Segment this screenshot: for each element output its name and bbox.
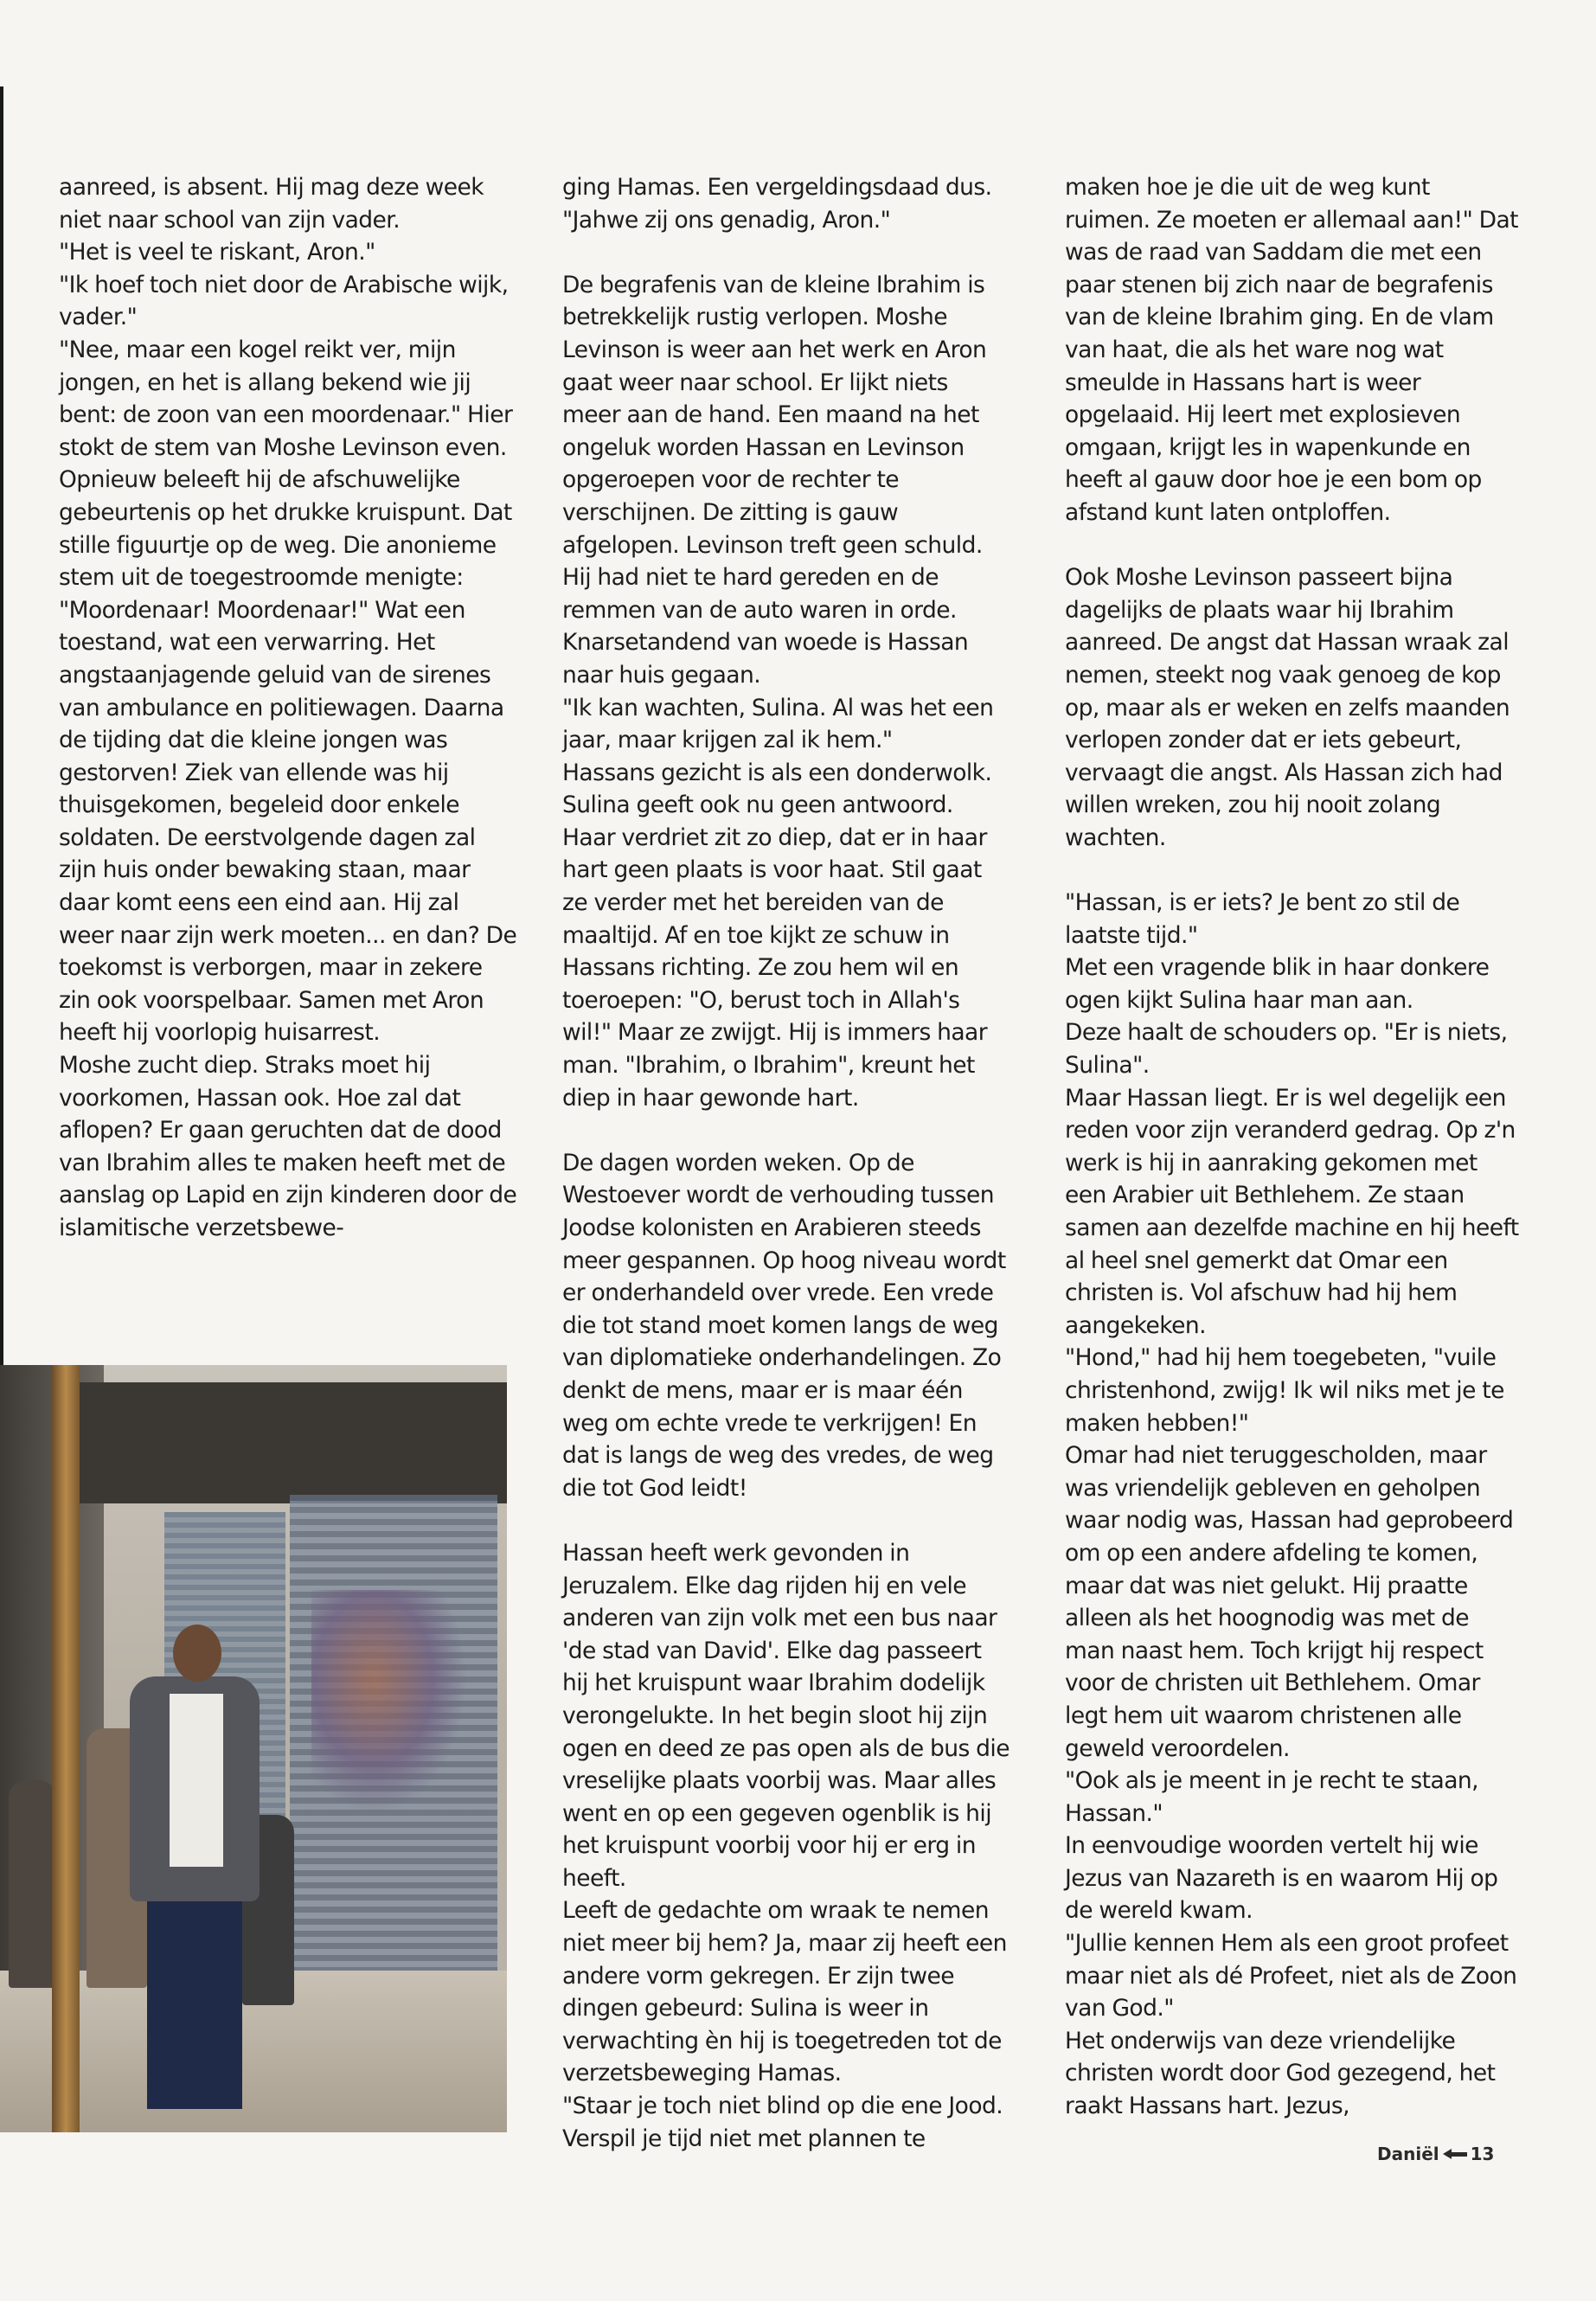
- paragraph: "Staar je toch niet blind op die ene Jood. Verspil je tijd niet met plannen te: [562, 2093, 1003, 2152]
- magazine-name: Daniël: [1377, 2144, 1439, 2164]
- paragraph: Moshe zucht diep. Straks moet hij voorkomen, Hassan ook. Hoe zal dat aflopen? Er gaan geruchten dat de dood van Ibrahim alles te maken heeft met de aanslag op Lapid en zijn kinderen door de islamitische verzetsbewe-: [59, 1052, 517, 1241]
- page-number: 13: [1470, 2144, 1495, 2164]
- paragraph: Met een vragende blik in haar donkere ogen kijkt Sulina haar man aan.: [1065, 954, 1490, 1014]
- page-footer: [1377, 2144, 1494, 2164]
- photo-man-shirt: [170, 1694, 223, 1867]
- photo-man-legs: [147, 1884, 242, 2109]
- photo-background-person: [9, 1780, 56, 1988]
- page-edge-bar: [0, 87, 3, 1367]
- paragraph: "Het is veel te riskant, Aron.": [59, 239, 375, 266]
- paragraph: Leeft de gedachte om wraak te nemen niet meer bij hem? Ja, maar zij heeft een andere vorm gekregen. Er zijn twee dingen gebeurd: Sulina is weer in verwachting èn hij is toegetreden tot de verzetsbeweging Hamas.: [562, 1897, 1007, 2087]
- paragraph: Omar had niet teruggescholden, maar was vriendelijk gebleven en geholpen waar nodig was, Hassan had geprobeerd om op een andere afdeling te komen, maar dat was niet gelukt. Hij praatte alleen als het hoognodig was met de man naast hem. Toch krijgt hij respect voor de christen uit Bethlehem. Omar legt hem uit waarom christenen alle geweld veroordelen.: [1065, 1442, 1514, 1762]
- paragraph: "Jullie kennen Hem als een groot profeet maar niet als dé Profeet, niet als de Zoon van God.": [1065, 1930, 1517, 2022]
- paragraph: "Ik hoef toch niet door de Arabische wijk, vader.": [59, 271, 509, 331]
- paragraph: Deze haalt de schouders op. "Er is niets, Sulina".: [1065, 1019, 1508, 1080]
- paragraph: "Nee, maar een kogel reikt ver, mijn jongen, en het is allang bekend wie jij bent: de zoon van een moordenaar." Hier stokt de stem van Moshe Levinson even.: [59, 336, 513, 461]
- paragraph: De dagen worden weken. Op de Westoever wordt de verhouding tussen Joodse kolonisten en Arabieren steeds meer gespannen. Op hoog niveau wordt er onderhandeld over vrede. Een vrede die tot stand moet komen langs de weg van diplomatieke onderhandelingen. Zo denkt de mens, maar er is maar één weg om echte vrede te verkrijgen! En dat is langs de weg des vredes, de weg die tot God leidt!: [562, 1149, 1006, 1502]
- paragraph: In eenvoudige woorden vertelt hij wie Jezus van Nazareth is en waarom Hij op de wereld kwam.: [1065, 1832, 1498, 1925]
- photo-graffiti: [311, 1590, 467, 1815]
- paragraph: Maar Hassan liegt. Er is wel degelijk een reden voor zijn veranderd gedrag. Op z'n werk is hij in aanraking gekomen met een Arabier uit Bethlehem. Ze staan samen aan dezelfde machine en hij heeft al heel snel gemerkt dat Omar een christen is. Vol afschuw had hij hem aangekeken.: [1065, 1084, 1519, 1339]
- paragraph: Opnieuw beleeft hij de afschuwelijke gebeurtenis op het drukke kruispunt. Dat stille figuurtje op de weg. Die anonieme stem uit de toegestroomde menigte: "Moordenaar! Moordenaar!" Wat een toestand, wat een verwarring. Het angstaanjagende geluid van de sirenes van ambulance en politiewagen. Daarna de tijding dat die kleine jongen was gestorven! Ziek van ellende was hij thuisgekomen, begeleid door enkele soldaten. De eerstvolgende dagen zal zijn huis onder bewaking staan, maar daar komt eens een eind aan. Hij zal weer naar zijn werk moeten... en dan? De toekomst is verborgen, maar in zekere zin ook voorspelbaar. Samen met Aron heeft hij voorlopig huisarrest.: [59, 466, 517, 1047]
- paragraph: De begrafenis van de kleine Ibrahim is betrekkelijk rustig verlopen. Moshe Levinson is weer aan het werk en Aron gaat weer naar school. Er lijkt niets meer aan de hand. Een maand na het ongeluk worden Hassan en Levinson opgeroepen voor de rechter te verschijnen. De zitting is gauw afgelopen. Levinson treft geen schuld. Hij had niet te hard gereden en de remmen van de auto waren in orde. Knarsetandend van woede is Hassan naar huis gegaan.: [562, 271, 987, 689]
- photo-arch: [69, 1382, 507, 1503]
- text-column-1: [59, 171, 519, 1245]
- paragraph: ging Hamas. Een vergeldingsdaad dus. "Jahwe zij ons genadig, Aron.": [562, 174, 992, 234]
- street-photo: [0, 1365, 507, 2132]
- paragraph: Ook Moshe Levinson passeert bijna dagelijks de plaats waar hij Ibrahim aanreed. De angst dat Hassan wraak zal nemen, steekt nog vaak genoeg de kop op, maar als er weken en zelfs maanden verlopen zonder dat er iets gebeurt, vervaagt die angst. Als Hassan zich had willen wreken, zou hij nooit zolang wachten.: [1065, 564, 1510, 851]
- text-column-2: [562, 171, 1012, 2155]
- paragraph: "Hassan, is er iets? Je bent zo stil de laatste tijd.": [1065, 889, 1460, 949]
- photo-pole: [52, 1365, 80, 2132]
- paragraph: "Ook als je meent in je recht te staan, Hassan.": [1065, 1767, 1479, 1827]
- paragraph: maken hoe je die uit de weg kunt ruimen. Ze moeten er allemaal aan!" Dat was de raad van Saddam die met een paar stenen bij zich naar de begrafenis van de kleine Ibrahim ging. En de vlam van haat, die als het ware nog wat smeulde in Hassans hart is weer opgelaaid. Hij leert met explosieven omgaan, krijgt les in wapenkunde en heeft al gauw door hoe je een bom op afstand kunt laten ontploffen.: [1065, 174, 1519, 526]
- paragraph: Hassan heeft werk gevonden in Jeruzalem. Elke dag rijden hij en vele anderen van zijn volk met een bus naar 'de stad van David'. Elke dag passeert hij het kruispunt waar Ibrahim dodelijk verongelukte. In het begin sloot hij zijn ogen en deed ze pas open als de bus die vreselijke plaats voorbij was. Maar alles went en op een gegeven ogenblik is hij het kruispunt voorbij voor hij er erg in heeft.: [562, 1539, 1010, 1892]
- arrow-icon: [1443, 2150, 1467, 2158]
- paragraph: "Hond," had hij hem toegebeten, "vuile christenhond, zwijg! Ik wil niks met je te maken hebben!": [1065, 1344, 1504, 1437]
- paragraph: aanreed, is absent. Hij mag deze week niet naar school van zijn vader.: [59, 174, 484, 234]
- paragraph: "Ik kan wachten, Sulina. Al was het een jaar, maar krijgen zal ik hem.": [562, 694, 994, 754]
- paragraph: Het onderwijs van deze vriendelijke christen wordt door God gezegend, het raakt Hassans hart. Jezus,: [1065, 2027, 1496, 2120]
- paragraph: Hassans gezicht is als een donderwolk. Sulina geeft ook nu geen antwoord. Haar verdriet zit zo diep, dat er in haar hart geen plaats is voor haat. Stil gaat ze verder met het bereiden van de maaltijd. Af en toe kijkt ze schuw in Hassans richting. Ze zou hem wil en toeroepen: "O, berust toch in Allah's wil!" Maar ze zwijgt. Hij is immers haar man. "Ibrahim, o Ibrahim", kreunt het diep in haar gewonde hart.: [562, 759, 992, 1112]
- photo-man-head: [173, 1625, 221, 1682]
- text-column-3: [1065, 171, 1519, 2123]
